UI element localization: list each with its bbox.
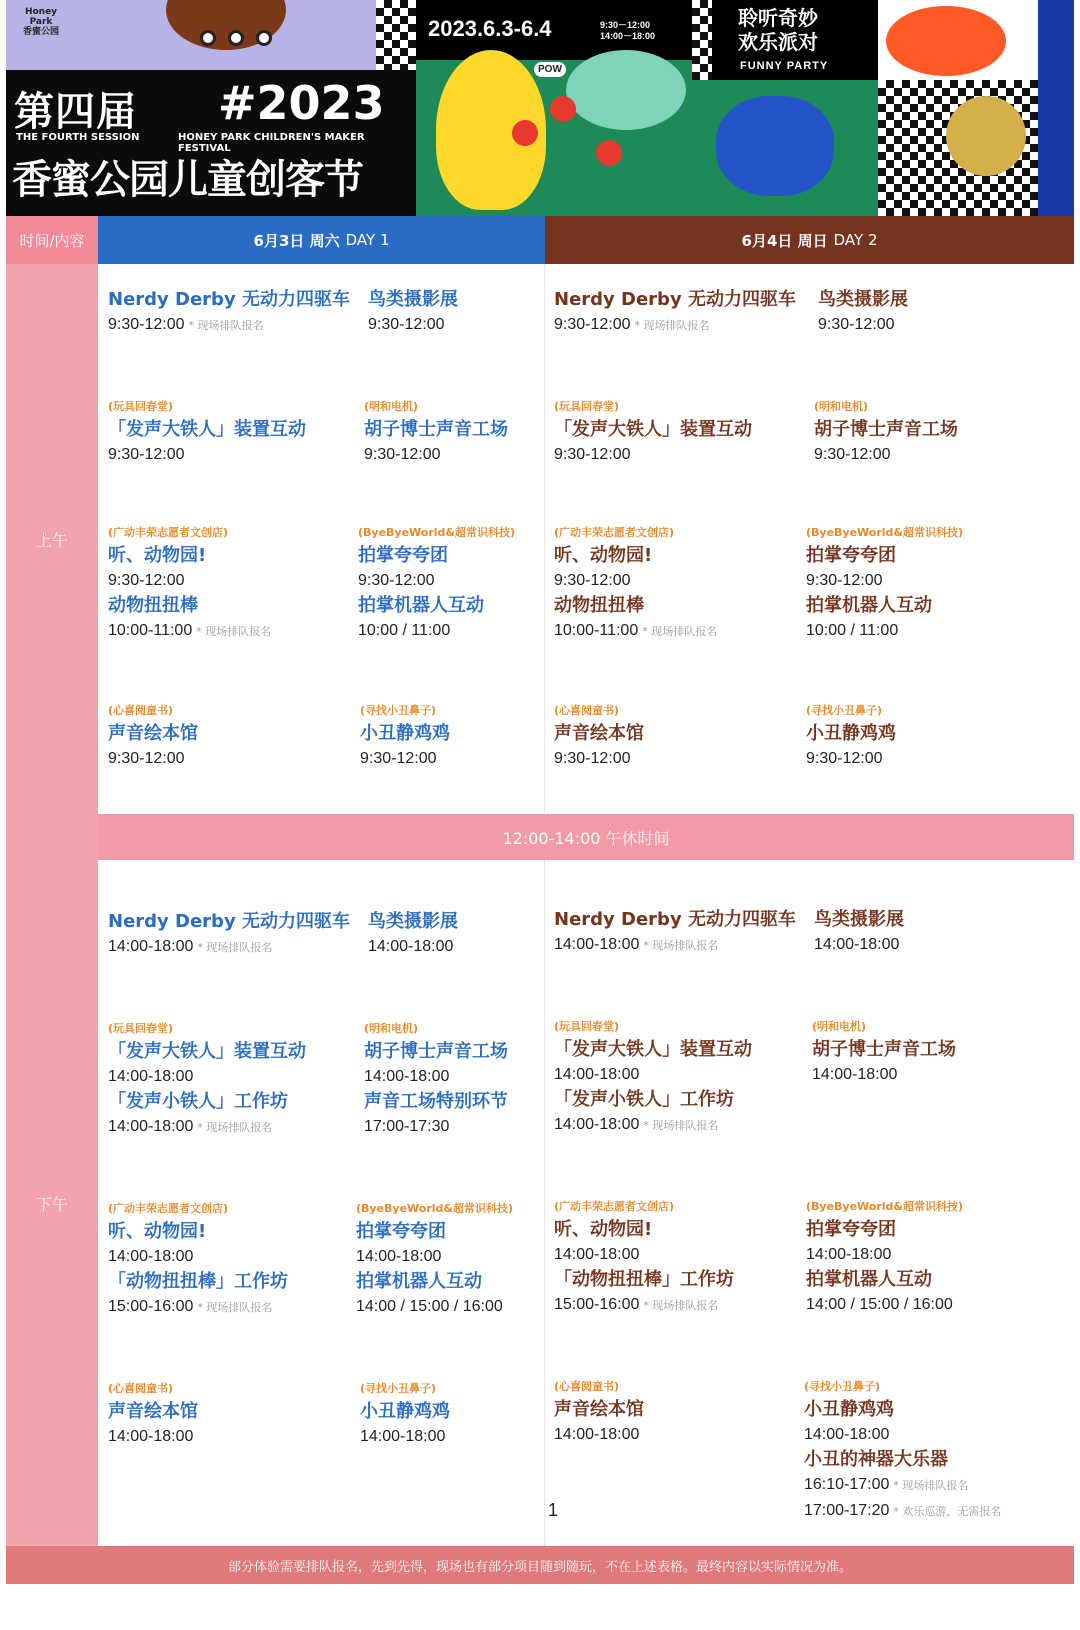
activity-cell: [804, 1378, 1001, 1524]
flower-icon: [550, 96, 576, 122]
header-day1: 6月3日 周六 DAY 1: [98, 216, 545, 264]
activity-time: 14:00-18:00: [812, 1066, 898, 1083]
activity-time: 17:00-17:20 * 欢乐巡游，无需报名: [804, 1502, 1002, 1519]
activity-time: 9:30-12:00: [554, 446, 631, 463]
activity-title: 胡子博士声音工场: [364, 419, 508, 440]
header-time-content: 时间/内容: [6, 216, 98, 264]
activity-title: 拍掌夸夸团: [356, 1221, 446, 1242]
organizer-label: (ByeByeWorld&超常识科技): [356, 1202, 514, 1215]
activity-title: 拍掌机器人互动: [358, 595, 484, 616]
flower-icon: [512, 120, 538, 146]
organizer-label: (寻找小丑鼻子): [360, 1382, 437, 1395]
activity-time: 16:10-17:00 * 现场排队报名: [804, 1476, 969, 1493]
activity-title: 小丑静鸡鸡: [806, 723, 896, 744]
signup-note: * 现场排队报名: [197, 941, 273, 954]
activity-title: 胡子博士声音工场: [812, 1039, 956, 1060]
signup-note: * 现场排队报名: [634, 319, 710, 332]
organizer-label: (心喜阅童书): [108, 704, 174, 717]
activity-title: 鸟类摄影展: [818, 289, 908, 310]
festival-date: 2023.6.3-6.4: [428, 16, 552, 41]
activity-title: 拍掌夸夸团: [806, 1219, 896, 1240]
creature-eye-icon: [228, 30, 244, 46]
party-title-block: [712, 0, 878, 80]
organizer-label: (玩具回春堂): [108, 1022, 174, 1035]
activity-cell: [108, 288, 350, 338]
lunch-break-bar: 12:00-14:00 午休时间: [98, 814, 1074, 860]
activity-time: 9:30-12:00: [806, 572, 883, 589]
organizer-label: (ByeByeWorld&超常识科技): [806, 1200, 964, 1213]
activity-title: 小丑静鸡鸡: [360, 723, 450, 744]
mint-creature-illustration: [566, 50, 686, 130]
activity-time: 15:00-16:00 * 现场排队报名: [108, 1298, 273, 1315]
date-strip: [416, 0, 692, 60]
activity-title: 胡子博士声音工场: [814, 419, 958, 440]
signup-note: * 现场排队报名: [893, 1479, 969, 1492]
activity-title: 拍掌机器人互动: [806, 1269, 932, 1290]
festival-banner: [6, 0, 1074, 216]
activity-cell: [554, 1018, 752, 1138]
activity-time: 17:00-17:30: [364, 1118, 450, 1135]
organizer-label: (玩具回春堂): [554, 1020, 620, 1033]
checker-pattern: [376, 0, 416, 70]
activity-cell: [360, 1380, 450, 1450]
year-hashtag: #2023: [218, 76, 385, 130]
party-title-en: FUNNY PARTY: [740, 60, 829, 72]
activity-time: 14:00-18:00: [108, 1248, 194, 1265]
activity-title: 听、动物园!: [108, 1221, 207, 1242]
activity-cell: [368, 288, 458, 338]
organizer-label: (明和电机): [814, 400, 869, 413]
activity-time: 9:30-12:00: [108, 446, 185, 463]
activity-title: 「发声大铁人」装置互动: [108, 1041, 306, 1062]
activity-title: 声音绘本馆: [108, 1401, 198, 1422]
activity-time: 9:30-12:00: [368, 316, 445, 333]
session-title: 第四届: [14, 89, 137, 135]
flower-icon: [596, 140, 622, 166]
activity-cell: [356, 1200, 513, 1320]
activity-title: 「发声大铁人」装置互动: [554, 1039, 752, 1060]
activity-time: 9:30-12:00: [818, 316, 895, 333]
activity-title: 「动物扭扭棒」工作坊: [108, 1271, 288, 1292]
organizer-label: (明和电机): [812, 1020, 867, 1033]
organizer-label: (心喜阅童书): [554, 704, 620, 717]
activity-cell: [554, 1378, 644, 1448]
schedule-table: [6, 216, 1074, 1630]
activity-time: 14:00-18:00 * 现场排队报名: [554, 936, 719, 953]
banner-party-panel: [692, 0, 878, 216]
festival-english: HONEY PARK CHILDREN'S MAKER FESTIVAL: [178, 132, 365, 154]
activity-cell: [108, 1380, 198, 1450]
activity-cell: [554, 524, 717, 644]
activity-time: 14:00-18:00: [554, 1426, 640, 1443]
activity-time: 9:30-12:00 * 现场排队报名: [554, 316, 710, 333]
signup-note: * 现场排队报名: [197, 1301, 273, 1314]
creature-eye-icon: [200, 30, 216, 46]
activity-cell: [108, 524, 271, 644]
microphone-icon: [946, 96, 1026, 176]
checker-pattern: [692, 0, 712, 80]
banner-black-panel: [6, 70, 416, 216]
activity-time: 9:30-12:00: [108, 572, 185, 589]
activity-title: Nerdy Derby 无动力四驱车: [554, 289, 796, 310]
signup-note: * 现场排队报名: [643, 1299, 719, 1312]
activity-time: 10:00 / 11:00: [806, 622, 899, 639]
organizer-label: (广动丰荣志愿者文创店): [554, 1200, 675, 1213]
activity-time: 15:00-16:00 * 现场排队报名: [554, 1296, 719, 1313]
activity-title: 拍掌夸夸团: [806, 545, 896, 566]
activity-cell: [108, 1200, 288, 1320]
activity-title: 胡子博士声音工场: [364, 1041, 508, 1062]
signup-note: * 现场排队报名: [196, 625, 272, 638]
banner-right-panel: [878, 0, 1074, 216]
signup-note: * 现场排队报名: [197, 1121, 273, 1134]
organizer-label: (广动丰荣志愿者文创店): [108, 1202, 229, 1215]
activity-time: 10:00-11:00 * 现场排队报名: [108, 622, 272, 639]
signup-note: * 现场排队报名: [188, 319, 264, 332]
activity-cell: [814, 908, 904, 958]
activity-time: 14:00-18:00: [814, 936, 900, 953]
activity-title: 声音工场特别环节: [364, 1091, 508, 1112]
organizer-label: (广动丰荣志愿者文创店): [108, 526, 229, 539]
party-title-cn: 聆听奇妙 欢乐派对: [738, 6, 818, 54]
signup-note: * 现场排队报名: [643, 939, 719, 952]
activity-title: 小丑的神器大乐器: [804, 1449, 948, 1470]
activity-cell: [364, 1020, 508, 1140]
honey-park-logo: Honey Park 香蜜公园: [22, 7, 59, 37]
activity-title: 听、动物园!: [554, 545, 653, 566]
organizer-label: (寻找小丑鼻子): [804, 1380, 881, 1393]
activity-time: 14:00-18:00: [364, 1068, 450, 1085]
activity-time: 14:00-18:00 * 现场排队报名: [108, 1118, 273, 1135]
column-divider: [544, 264, 545, 814]
festival-hours: 9:30－12:00 14:00－18:00: [600, 20, 656, 41]
activity-time: 14:00-18:00: [806, 1246, 892, 1263]
activity-cell: [364, 398, 508, 468]
afternoon-label: 下午: [6, 860, 98, 1546]
activity-title: 拍掌机器人互动: [356, 1271, 482, 1292]
activity-time: 9:30-12:00: [814, 446, 891, 463]
organizer-label: (明和电机): [364, 1022, 419, 1035]
activity-cell: [818, 288, 908, 338]
festival-title: 香蜜公园儿童创客节: [12, 157, 363, 203]
activity-cell: [812, 1018, 956, 1088]
activity-title: 声音绘本馆: [554, 723, 644, 744]
pow-badge: POW: [534, 62, 566, 77]
activity-title: 拍掌夸夸团: [358, 545, 448, 566]
activity-time: 14:00-18:00 * 现场排队报名: [554, 1116, 719, 1133]
signup-note: * 现场排队报名: [642, 625, 718, 638]
activity-time: 14:00-18:00: [554, 1246, 640, 1263]
activity-time: 14:00 / 15:00 / 16:00: [356, 1298, 503, 1315]
activity-title: 声音绘本馆: [554, 1399, 644, 1420]
signup-note: * 现场排队报名: [643, 1119, 719, 1132]
activity-title: 鸟类摄影展: [368, 289, 458, 310]
activity-time: 14:00-18:00 * 现场排队报名: [108, 938, 273, 955]
activity-title: 声音绘本馆: [108, 723, 198, 744]
blue-creature-illustration: [716, 96, 834, 196]
activity-cell: [806, 1198, 963, 1318]
activity-title: 鸟类摄影展: [814, 909, 904, 930]
header-day2: 6月4日 周日 DAY 2: [545, 216, 1074, 264]
orange-creature-illustration: [886, 6, 1006, 76]
activity-cell: [806, 524, 963, 644]
organizer-label: (寻找小丑鼻子): [360, 704, 437, 717]
activity-cell: [554, 702, 644, 772]
footer-note: 部分体验需要排队报名，先到先得，现场也有部分项目随到随玩，不在上述表格。最终内容以实际情况为准。: [6, 1546, 1074, 1584]
organizer-label: (玩具回春堂): [108, 400, 174, 413]
organizer-label: (ByeByeWorld&超常识科技): [358, 526, 516, 539]
activity-cell: [554, 398, 752, 468]
activity-time: 14:00-18:00: [554, 1066, 640, 1083]
morning-label: 上午: [6, 264, 98, 814]
activity-time: 14:00-18:00: [368, 938, 454, 955]
activity-time: 9:30-12:00: [554, 572, 631, 589]
page-number: 1: [548, 1500, 559, 1520]
column-divider: [544, 860, 545, 1546]
activity-time: 9:30-12:00: [108, 750, 185, 767]
activity-title: 「动物扭扭棒」工作坊: [554, 1269, 734, 1290]
activity-title: Nerdy Derby 无动力四驱车: [108, 911, 350, 932]
banner-green-panel: [416, 0, 692, 216]
creature-eye-icon: [256, 30, 272, 46]
activity-time: 14:00-18:00: [356, 1248, 442, 1265]
activity-title: 动物扭扭棒: [108, 595, 198, 616]
activity-cell: [814, 398, 958, 468]
activity-time: 9:30-12:00: [360, 750, 437, 767]
activity-title: 听、动物园!: [554, 1219, 653, 1240]
activity-time: 10:00 / 11:00: [358, 622, 451, 639]
activity-title: 「发声小铁人」工作坊: [108, 1091, 288, 1112]
activity-title: 「发声小铁人」工作坊: [554, 1089, 734, 1110]
activity-cell: [360, 702, 450, 772]
activity-title: Nerdy Derby 无动力四驱车: [554, 909, 796, 930]
organizer-label: (心喜阅童书): [108, 1382, 174, 1395]
activity-cell: [108, 910, 350, 960]
activity-time: 14:00-18:00: [108, 1428, 194, 1445]
lunch-label-cell: [6, 814, 98, 860]
activity-title: 「发声大铁人」装置互动: [554, 419, 752, 440]
activity-cell: [358, 524, 515, 644]
activity-cell: [108, 702, 198, 772]
activity-time: 10:00-11:00 * 现场排队报名: [554, 622, 718, 639]
activity-time: 9:30-12:00: [806, 750, 883, 767]
activity-time: 14:00-18:00: [360, 1428, 446, 1445]
activity-time: 9:30-12:00: [364, 446, 441, 463]
organizer-label: (心喜阅童书): [554, 1380, 620, 1393]
activity-title: 「发声大铁人」装置互动: [108, 419, 306, 440]
activity-time: 9:30-12:00: [358, 572, 435, 589]
organizer-label: (ByeByeWorld&超常识科技): [806, 526, 964, 539]
banner-lavender-panel: [6, 0, 388, 70]
organizer-label: (玩具回春堂): [554, 400, 620, 413]
activity-title: 拍掌机器人互动: [806, 595, 932, 616]
activity-time: 14:00 / 15:00 / 16:00: [806, 1296, 953, 1313]
activity-time: 14:00-18:00: [108, 1068, 194, 1085]
activity-title: 动物扭扭棒: [554, 595, 644, 616]
activity-cell: [806, 702, 896, 772]
activity-time: 9:30-12:00 * 现场排队报名: [108, 316, 264, 333]
activity-title: 鸟类摄影展: [368, 911, 458, 932]
activity-cell: [554, 908, 796, 958]
activity-title: 小丑静鸡鸡: [360, 1401, 450, 1422]
activity-title: 小丑静鸡鸡: [804, 1399, 894, 1420]
activity-cell: [554, 1198, 734, 1318]
activity-title: 听、动物园!: [108, 545, 207, 566]
activity-cell: [554, 288, 796, 338]
activity-cell: [108, 398, 306, 468]
session-english: THE FOURTH SESSION: [16, 132, 140, 143]
parade-note: * 欢乐巡游，无需报名: [893, 1505, 1002, 1518]
activity-time: 9:30-12:00: [554, 750, 631, 767]
organizer-label: (明和电机): [364, 400, 419, 413]
activity-cell: [368, 910, 458, 960]
activity-time: 14:00-18:00: [804, 1426, 890, 1443]
organizer-label: (寻找小丑鼻子): [806, 704, 883, 717]
navy-stripe: [1038, 0, 1074, 216]
organizer-label: (广动丰荣志愿者文创店): [554, 526, 675, 539]
activity-cell: [108, 1020, 306, 1140]
activity-title: Nerdy Derby 无动力四驱车: [108, 289, 350, 310]
